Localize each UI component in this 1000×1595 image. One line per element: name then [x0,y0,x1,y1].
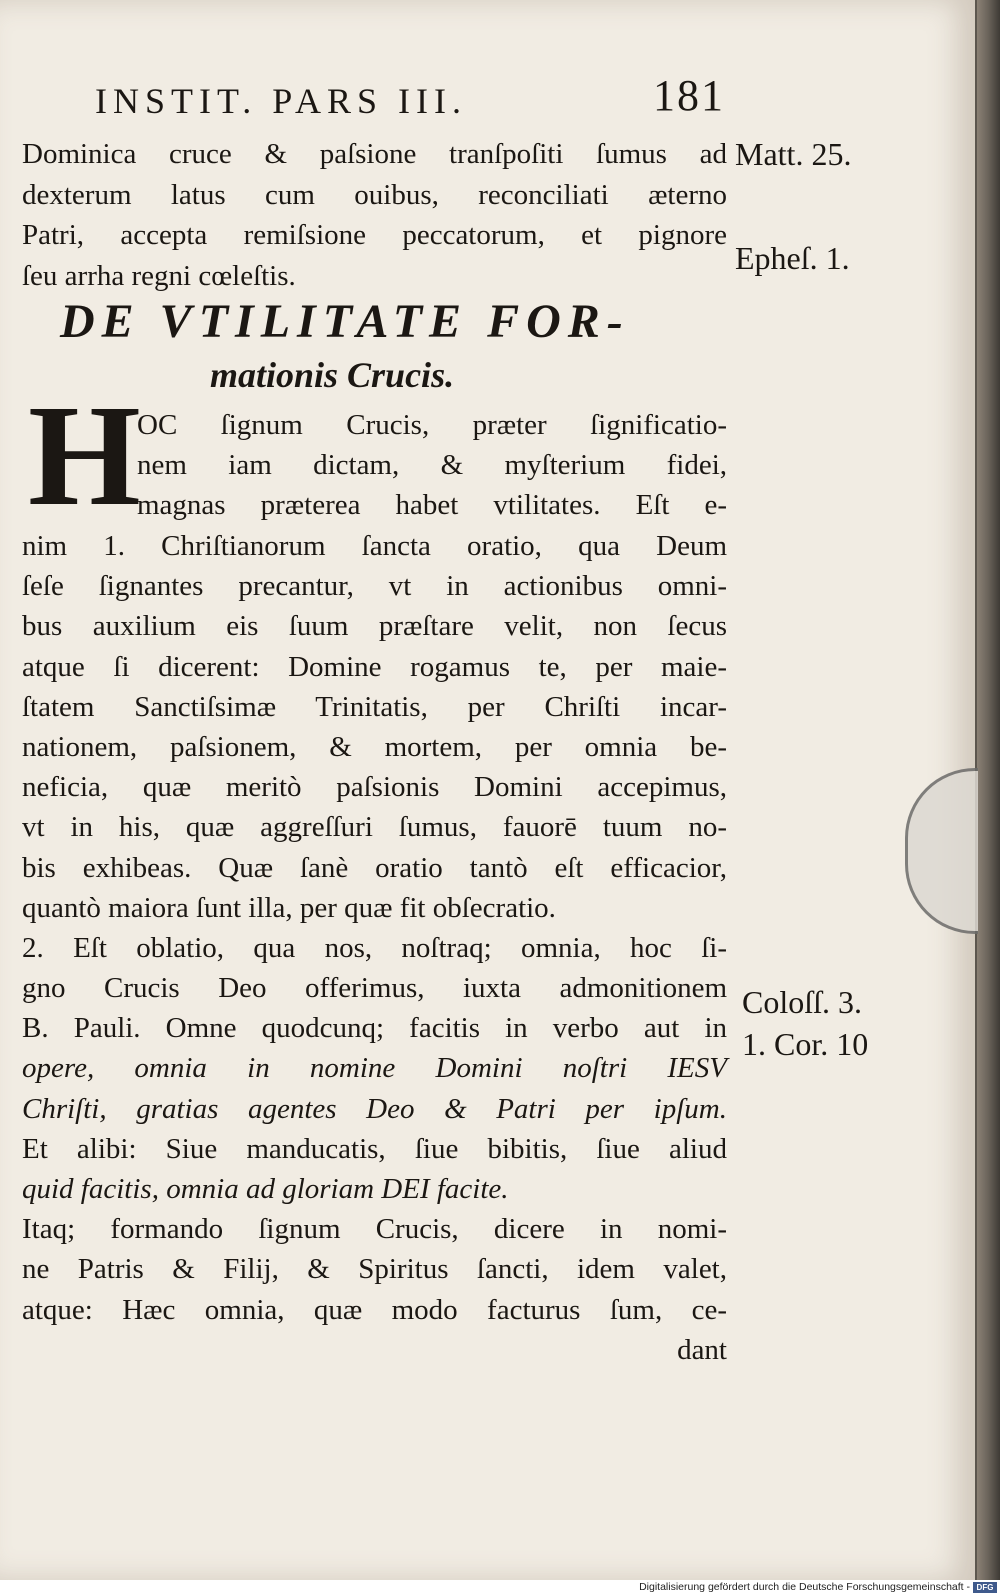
text-line: nim 1. Chriſtianorum ſancta oratio, qua Deum [22,530,727,562]
text-line: vt in his, quæ aggreſſuri ſumus, fauorē tuum no- [22,811,727,844]
text-line: 2. Eſt oblatio, qua nos, noſtraq; omnia, hoc ſi- [22,931,727,964]
text-line: ſeſe ſignantes precantur, vt in actionibus omni- [22,570,727,603]
section-heading-line-1: DE VTILITATE FOR- [60,295,630,348]
first-paragraph-indented [22,405,727,526]
text-line: bus auxilium eis ſuum præſtare velit, non ſecus [22,610,727,643]
text-line: Patri, accepta remiſsione peccatorum, et pignore [22,219,727,251]
page-number: 181 [653,71,725,120]
text-line: nationem, paſsionem, & mortem, per omnia be- [22,730,727,763]
margin-note-matt: Matt. 25. [735,136,852,172]
running-head [95,66,725,126]
section-heading-line-2: mationis Crucis. [210,355,455,395]
text-line: quid facitis, omnia ad gloriam DEI facite. [22,1173,509,1205]
catchword: dant [677,1333,727,1366]
text-line: atque ſi dicerent: Domine rogamus te, per maie- [22,650,727,683]
text-line: Dominica cruce & paſsione tranſpoſiti ſumus ad [22,138,727,170]
margin-note-cor: 1. Cor. 10 [742,1026,869,1062]
text-line: ſtatem Sanctiſsimæ Trinitatis, per Chriſti incar- [22,690,727,723]
text-line: dexterum latus cum ouibus, reconciliati æterno [22,178,727,211]
text-line: bis exhibeas. Quæ ſanè oratio tantò eſt efficacior, [22,851,727,884]
digitization-credit: Digitalisierung gefördert durch die Deutsche Forschungsgemeinschaft - [639,1581,970,1593]
text-line: quantò maiora ſunt illa, per quæ fit obſecratio. [22,891,556,924]
margin-note-ephes: Epheſ. 1. [735,240,850,276]
page-clip [905,768,978,934]
text-line: ne Patris & Filij, & Spiritus ſancti, idem valet, [22,1253,727,1286]
body-paragraphs [22,526,727,1370]
text-line: Chriſti, gratias agentes Deo & Patri per ipſum. [22,1092,727,1125]
margin-note-coloss: Coloſſ. 3. [742,984,863,1020]
text-line: gno Crucis Deo offerimus, iuxta admonitionem [22,972,727,1005]
text-line: Itaq; formando ſignum Crucis, dicere in nomi- [22,1213,727,1246]
section-heading [60,294,720,400]
text-line: atque: Hæc omnia, quæ modo facturus ſum, ce- [22,1293,727,1326]
text-line: neficia, quæ meritò paſsionis Domini accepimus, [22,771,727,804]
opening-text [22,134,727,296]
text-line: B. Pauli. Omne quodcunq; facitis in verbo aut in [22,1012,727,1045]
text-line: ſeu arrha regni cœleſtis. [22,259,296,292]
drop-cap: H [28,376,141,536]
text-line: Et alibi: Siue manducatis, ſiue bibitis, ſiue aliud [22,1132,727,1165]
footer-bar [0,1580,1000,1595]
dfg-logo: DFG [973,1582,997,1593]
text-line: opere, omnia in nomine Domini noſtri IESV [22,1052,727,1085]
text-line: nem iam dictam, & myſterium fidei, [137,449,727,482]
text-line: OC ſignum Crucis, præter ſignificatio- [137,409,727,441]
running-head-title: INSTIT. PARS III. [95,81,468,121]
text-line: magnas præterea habet vtilitates. Eſt e- [137,489,727,522]
